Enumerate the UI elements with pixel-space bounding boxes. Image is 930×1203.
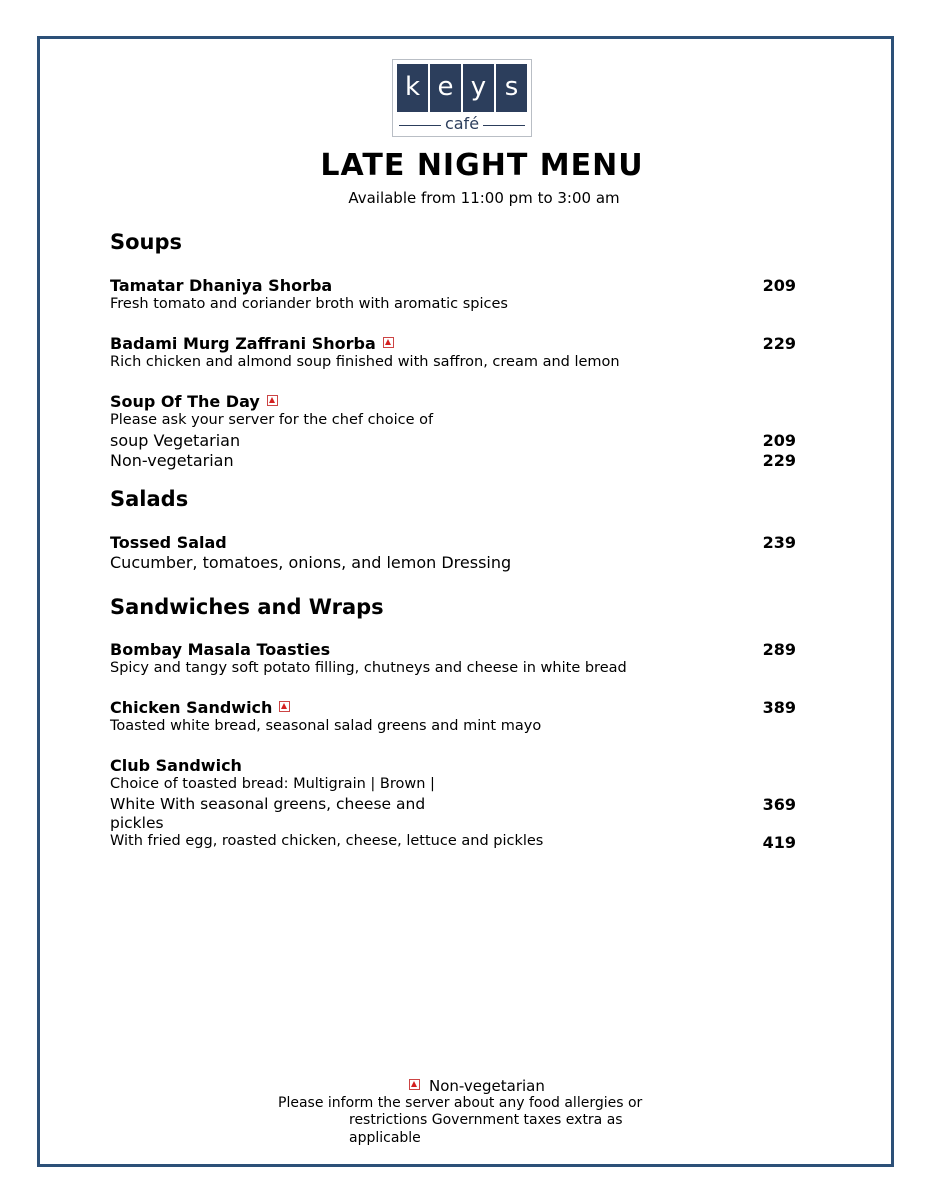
page-title: LATE NIGHT MENU bbox=[320, 148, 644, 183]
menu-item-price: 369 bbox=[762, 795, 796, 814]
logo-letter: e bbox=[430, 64, 461, 112]
menu-item-name: Bombay Masala Toasties bbox=[110, 640, 331, 659]
non-veg-icon bbox=[409, 1079, 420, 1090]
section-title-soups: Soups bbox=[110, 230, 183, 254]
footer-note-line: restrictions Government taxes extra as bbox=[349, 1112, 623, 1128]
logo-letter: s bbox=[496, 64, 527, 112]
non-veg-icon bbox=[267, 395, 278, 406]
menu-item-description: Please ask your server for the chef choice of bbox=[110, 412, 434, 428]
section-title-sandwiches: Sandwiches and Wraps bbox=[110, 595, 384, 619]
menu-item-description: pickles bbox=[110, 814, 164, 832]
menu-item-price: 289 bbox=[762, 640, 796, 659]
menu-item-price: 229 bbox=[762, 334, 796, 353]
logo-letter: y bbox=[463, 64, 494, 112]
menu-item-price: 229 bbox=[762, 451, 796, 470]
logo-cafe-text: café bbox=[444, 114, 480, 133]
menu-item-description: Cucumber, tomatoes, onions, and lemon Dressing bbox=[110, 553, 512, 572]
menu-item-description: Rich chicken and almond soup finished with saffron, cream and lemon bbox=[110, 354, 620, 370]
menu-item-price: 419 bbox=[762, 833, 796, 852]
menu-item-description: Toasted white bread, seasonal salad greens and mint mayo bbox=[110, 718, 542, 734]
footer-legend bbox=[409, 1077, 545, 1095]
menu-item-variant-nonveg: Non-vegetarian bbox=[110, 451, 234, 470]
non-veg-icon bbox=[279, 701, 290, 712]
footer-note-line: Please inform the server about any food allergies or bbox=[278, 1095, 643, 1111]
menu-item-price: 209 bbox=[762, 276, 796, 295]
logo-letter: k bbox=[397, 64, 428, 112]
availability-text: Available from 11:00 pm to 3:00 am bbox=[348, 189, 620, 207]
non-veg-icon bbox=[383, 337, 394, 348]
menu-item-price: 239 bbox=[762, 533, 796, 552]
menu-item-name: Soup Of The Day bbox=[110, 392, 260, 411]
menu-item-name: Badami Murg Zaffrani Shorba bbox=[110, 334, 376, 353]
menu-item-price: 209 bbox=[762, 431, 796, 450]
footer-note-line: applicable bbox=[349, 1130, 421, 1146]
menu-item-description: Choice of toasted bread: Multigrain | Brown | bbox=[110, 776, 435, 792]
section-title-salads: Salads bbox=[110, 487, 189, 511]
keys-cafe-logo bbox=[392, 59, 532, 137]
menu-item-name: Tossed Salad bbox=[110, 533, 227, 552]
menu-item bbox=[110, 698, 290, 717]
menu-item-name: Tamatar Dhaniya Shorba bbox=[110, 276, 333, 295]
menu-item bbox=[110, 334, 394, 353]
menu-item-variant-description: With fried egg, roasted chicken, cheese, lettuce and pickles bbox=[110, 833, 544, 849]
menu-item-description: Spicy and tangy soft potato filling, chutneys and cheese in white bread bbox=[110, 660, 627, 676]
menu-item-price: 389 bbox=[762, 698, 796, 717]
menu-item-description: White With seasonal greens, cheese and bbox=[110, 795, 426, 813]
menu-item-name: Chicken Sandwich bbox=[110, 698, 273, 717]
menu-item bbox=[110, 392, 278, 411]
menu-item-description: Fresh tomato and coriander broth with aromatic spices bbox=[110, 296, 508, 312]
menu-item-name: Club Sandwich bbox=[110, 756, 242, 775]
menu-item-variant-veg: soup Vegetarian bbox=[110, 431, 241, 450]
legend-label: Non-vegetarian bbox=[429, 1077, 545, 1095]
